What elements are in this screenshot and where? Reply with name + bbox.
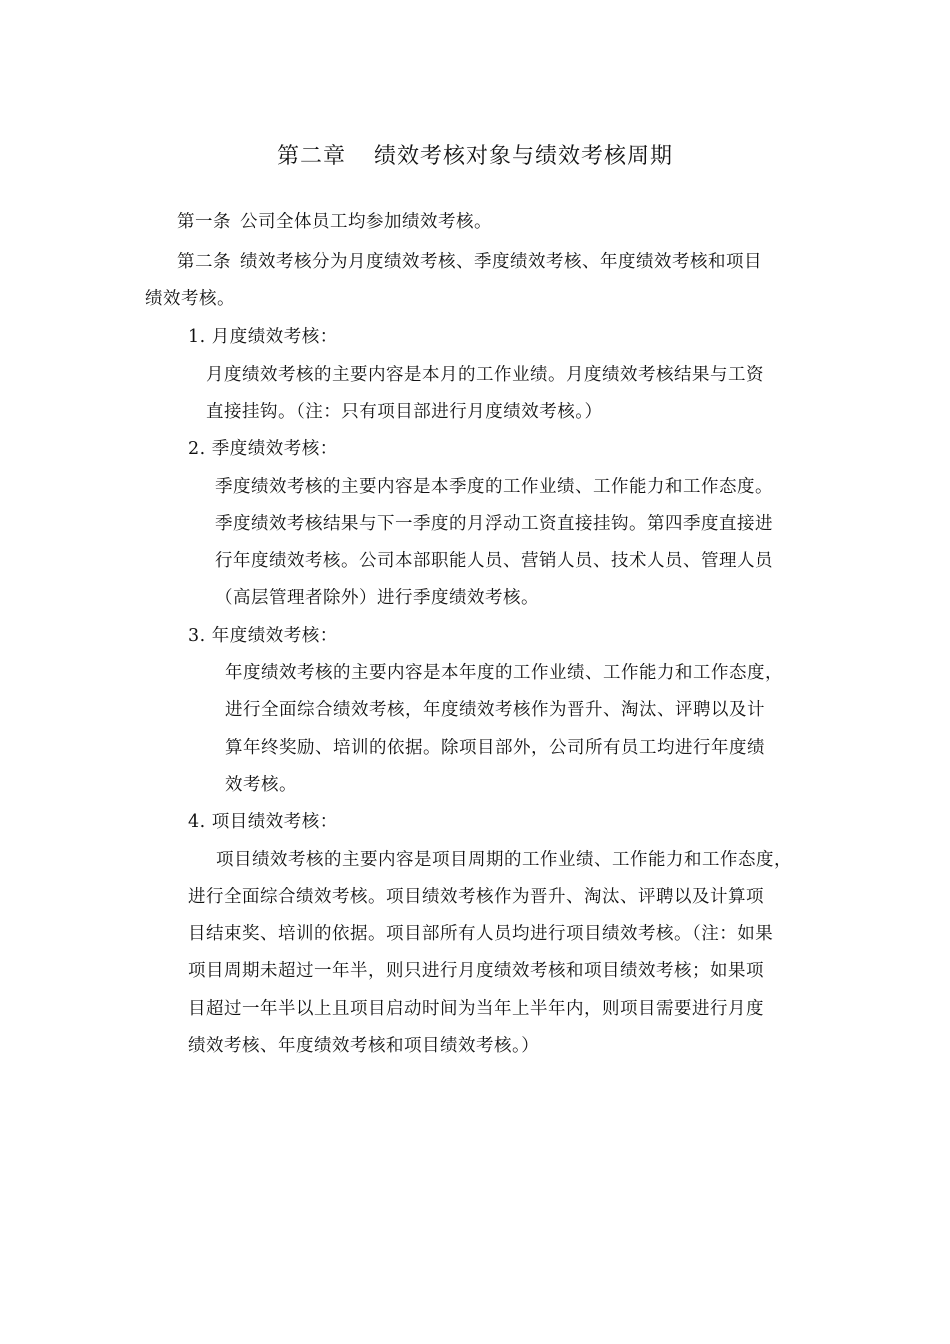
article-2 xyxy=(177,250,762,274)
chapter-name: 绩效考核对象与绩效考核周期 xyxy=(374,144,674,169)
item-3-line-4: 效考核。 xyxy=(225,775,297,795)
item-4-line-2: 进行全面综合绩效考核。项目绩效考核作为晋升、淘汰、评聘以及计算项 xyxy=(188,887,764,907)
article-2-label: 第二条 xyxy=(177,252,231,272)
item-2-heading: 2. 季度绩效考核： xyxy=(188,439,338,459)
item-3-heading: 3. 年度绩效考核： xyxy=(188,626,338,646)
item-4-line-4: 项目周期未超过一年半，则只进行月度绩效考核和项目绩效考核；如果项 xyxy=(188,961,764,981)
item-1-line-1: 月度绩效考核的主要内容是本月的工作业绩。月度绩效考核结果与工资 xyxy=(206,365,764,385)
item-2-line-2: 季度绩效考核结果与下一季度的月浮动工资直接挂钩。第四季度直接进 xyxy=(215,514,773,534)
item-3-line-3: 算年终奖励、培训的依据。除项目部外，公司所有员工均进行年度绩 xyxy=(225,738,765,758)
item-1-heading: 1. 月度绩效考核： xyxy=(188,327,338,347)
article-1-label: 第一条 xyxy=(177,212,231,232)
item-4-line-1: 项目绩效考核的主要内容是项目周期的工作业绩、工作能力和工作态度， xyxy=(216,850,792,870)
chapter-title xyxy=(0,142,950,172)
item-2-line-1: 季度绩效考核的主要内容是本季度的工作业绩、工作能力和工作态度。 xyxy=(215,477,773,497)
item-3-line-1: 年度绩效考核的主要内容是本年度的工作业绩、工作能力和工作态度， xyxy=(225,663,783,683)
item-4-line-3: 目结束奖、培训的依据。项目部所有人员均进行项目绩效考核。（注：如果 xyxy=(188,924,774,944)
item-2-line-3: 行年度绩效考核。公司本部职能人员、营销人员、技术人员、管理人员 xyxy=(215,551,773,571)
chapter-number: 第二章 xyxy=(276,144,346,169)
article-2-text-line-1: 绩效考核分为月度绩效考核、季度绩效考核、年度绩效考核和项目 xyxy=(240,252,762,272)
item-2-line-4: （高层管理者除外）进行季度绩效考核。 xyxy=(215,588,539,608)
item-1-line-2: 直接挂钩。（注：只有项目部进行月度绩效考核。） xyxy=(206,402,603,422)
article-1 xyxy=(177,210,492,234)
item-4-heading: 4. 项目绩效考核： xyxy=(188,812,338,832)
item-4-line-5: 目超过一年半以上且项目启动时间为当年上半年内，则项目需要进行月度 xyxy=(188,999,764,1019)
item-3-line-2: 进行全面综合绩效考核，年度绩效考核作为晋升、淘汰、评聘以及计 xyxy=(225,700,765,720)
article-2-text-line-2: 绩效考核。 xyxy=(145,289,235,309)
item-4-line-6: 绩效考核、年度绩效考核和项目绩效考核。） xyxy=(188,1036,540,1056)
article-1-text: 公司全体员工均参加绩效考核。 xyxy=(240,212,492,232)
